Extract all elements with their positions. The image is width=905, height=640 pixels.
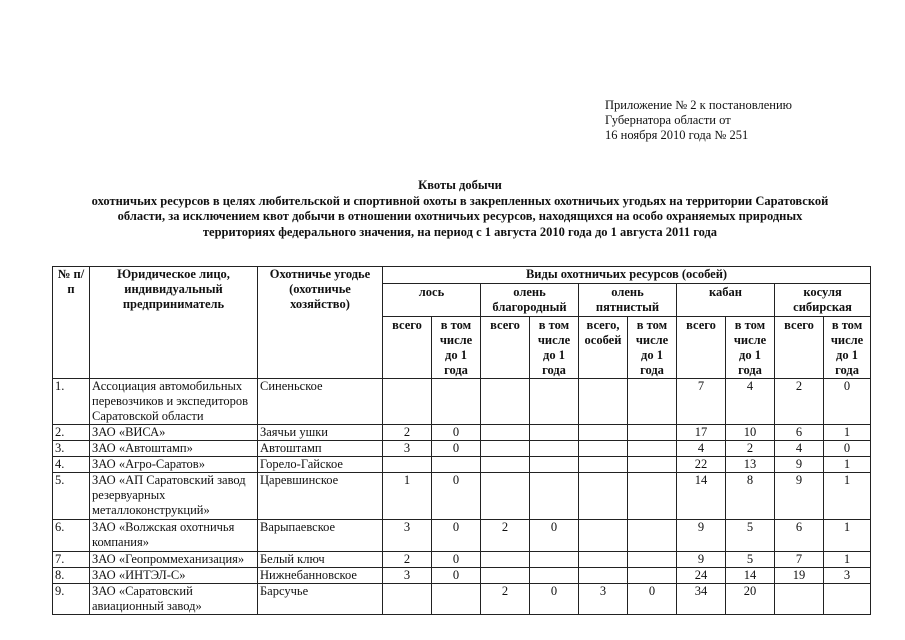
header-young: в том числе до 1 года	[726, 317, 775, 379]
row-index: 7.	[53, 552, 90, 568]
quota-table	[52, 266, 871, 615]
quota-value: 9	[677, 552, 726, 568]
quota-value: 2	[481, 520, 530, 552]
header-total: всего	[775, 317, 824, 379]
header-total: всего	[383, 317, 432, 379]
quota-value	[775, 584, 824, 615]
row-organization: ЗАО «Автоштамп»	[90, 441, 258, 457]
quota-value	[481, 473, 530, 520]
table-row	[53, 379, 871, 425]
quota-value	[481, 457, 530, 473]
row-hunting-area: Барсучье	[258, 584, 383, 615]
appendix-line: Губернатора области от	[605, 113, 731, 127]
quota-value	[824, 584, 871, 615]
header-organization: Юридическое лицо, индивидуальный предприниматель	[90, 267, 258, 379]
quota-value: 2	[481, 584, 530, 615]
quota-value	[628, 425, 677, 441]
quota-value: 0	[530, 584, 579, 615]
quota-value	[628, 379, 677, 425]
table-row	[53, 552, 871, 568]
quota-value	[481, 568, 530, 584]
quota-value	[628, 473, 677, 520]
quota-value	[579, 520, 628, 552]
row-hunting-area: Нижнебанновское	[258, 568, 383, 584]
quota-value: 0	[432, 520, 481, 552]
row-organization: ЗАО «АП Саратовский завод резервуарных металлоконструкций»	[90, 473, 258, 520]
quota-value: 1	[383, 473, 432, 520]
quota-value: 9	[775, 473, 824, 520]
header-species: косуля сибирская	[775, 284, 871, 317]
quota-value	[579, 568, 628, 584]
quota-value	[481, 441, 530, 457]
quota-value: 4	[775, 441, 824, 457]
quota-value: 14	[677, 473, 726, 520]
quota-value: 14	[726, 568, 775, 584]
row-index: 6.	[53, 520, 90, 552]
row-organization: ЗАО «ИНТЭЛ-С»	[90, 568, 258, 584]
quota-value	[530, 379, 579, 425]
table-row	[53, 568, 871, 584]
quota-value: 6	[775, 520, 824, 552]
quota-value: 22	[677, 457, 726, 473]
quota-value	[628, 552, 677, 568]
row-index: 9.	[53, 584, 90, 615]
quota-value: 10	[726, 425, 775, 441]
header-species: олень пятнистый	[579, 284, 677, 317]
quota-value	[579, 473, 628, 520]
quota-value: 4	[677, 441, 726, 457]
row-index: 1.	[53, 379, 90, 425]
quota-value: 0	[432, 441, 481, 457]
appendix-note	[605, 98, 792, 143]
quota-value: 8	[726, 473, 775, 520]
quota-value	[579, 379, 628, 425]
quota-value	[530, 457, 579, 473]
quota-value	[432, 457, 481, 473]
quota-value	[530, 441, 579, 457]
quota-value	[530, 473, 579, 520]
header-young: в том числе до 1 года	[432, 317, 481, 379]
row-hunting-area: Горело-Гайское	[258, 457, 383, 473]
title-line: Квоты добычи	[418, 178, 502, 192]
table-row	[53, 520, 871, 552]
quota-value: 3	[383, 520, 432, 552]
quota-value: 7	[775, 552, 824, 568]
quota-value: 5	[726, 520, 775, 552]
row-index: 8.	[53, 568, 90, 584]
row-hunting-area: Автоштамп	[258, 441, 383, 457]
quota-value	[432, 379, 481, 425]
row-hunting-area: Варыпаевское	[258, 520, 383, 552]
quota-value: 0	[824, 441, 871, 457]
quota-value: 3	[383, 568, 432, 584]
header-species: лось	[383, 284, 481, 317]
header-total: всего	[481, 317, 530, 379]
table-row	[53, 457, 871, 473]
row-hunting-area: Синеньское	[258, 379, 383, 425]
row-organization: ЗАО «Геопроммеханизация»	[90, 552, 258, 568]
quota-value	[579, 425, 628, 441]
header-species: олень благородный	[481, 284, 579, 317]
quota-value: 0	[432, 568, 481, 584]
row-organization: ЗАО «Волжская охотничья компания»	[90, 520, 258, 552]
quota-value	[530, 552, 579, 568]
header-young: в том числе до 1 года	[530, 317, 579, 379]
table-row	[53, 425, 871, 441]
quota-value: 0	[824, 379, 871, 425]
header-resources: Виды охотничьих ресурсов (особей)	[383, 267, 871, 284]
quota-value: 3	[824, 568, 871, 584]
table-row	[53, 473, 871, 520]
header-index: № п/п	[53, 267, 90, 379]
quota-value: 13	[726, 457, 775, 473]
row-hunting-area: Заячьи ушки	[258, 425, 383, 441]
quota-value	[481, 552, 530, 568]
quota-value: 20	[726, 584, 775, 615]
quota-value: 1	[824, 457, 871, 473]
quota-value: 0	[432, 425, 481, 441]
quota-value: 3	[579, 584, 628, 615]
quota-value: 3	[383, 441, 432, 457]
table-row	[53, 441, 871, 457]
title-line: территориях федерального значения, на период с 1 августа 2010 года до 1 августа 2011 года	[202, 224, 718, 239]
quota-value	[628, 568, 677, 584]
quota-value: 2	[726, 441, 775, 457]
quota-value	[481, 379, 530, 425]
quota-value	[579, 457, 628, 473]
quota-value: 24	[677, 568, 726, 584]
quota-value: 6	[775, 425, 824, 441]
row-index: 2.	[53, 425, 90, 441]
quota-value	[383, 379, 432, 425]
row-hunting-area: Царевшинское	[258, 473, 383, 520]
quota-value	[530, 568, 579, 584]
quota-value: 1	[824, 473, 871, 520]
quota-value: 0	[432, 473, 481, 520]
header-young: в том числе до 1 года	[628, 317, 677, 379]
row-organization: Ассоциация автомобильных перевозчиков и экспедиторов Саратовской области	[90, 379, 258, 425]
header-young: в том числе до 1 года	[824, 317, 871, 379]
title-line: охотничьих ресурсов в целях любительской и спортивной охоты в закрепленных охотничьих угодьях на территории Саратовской	[91, 193, 829, 208]
quota-value: 0	[628, 584, 677, 615]
quota-value: 34	[677, 584, 726, 615]
quota-value: 0	[530, 520, 579, 552]
quota-value: 5	[726, 552, 775, 568]
quota-value: 9	[775, 457, 824, 473]
quota-value: 1	[824, 425, 871, 441]
quota-value	[579, 552, 628, 568]
header-species: кабан	[677, 284, 775, 317]
row-organization: ЗАО «ВИСА»	[90, 425, 258, 441]
quota-value	[530, 425, 579, 441]
quota-value	[481, 425, 530, 441]
header-hunting-area: Охотничье угодье (охотничье хозяйство)	[258, 267, 383, 379]
header-total: всего	[677, 317, 726, 379]
quota-value	[628, 520, 677, 552]
row-organization: ЗАО «Саратовский авиационный завод»	[90, 584, 258, 615]
quota-value: 1	[824, 520, 871, 552]
quota-value: 1	[824, 552, 871, 568]
row-hunting-area: Белый ключ	[258, 552, 383, 568]
quota-value	[432, 584, 481, 615]
row-index: 3.	[53, 441, 90, 457]
document-title	[40, 178, 880, 240]
quota-value: 7	[677, 379, 726, 425]
quota-value: 17	[677, 425, 726, 441]
quota-value: 19	[775, 568, 824, 584]
row-organization: ЗАО «Агро-Саратов»	[90, 457, 258, 473]
row-index: 4.	[53, 457, 90, 473]
quota-value: 9	[677, 520, 726, 552]
quota-value: 2	[775, 379, 824, 425]
quota-value: 2	[383, 425, 432, 441]
quota-value: 4	[726, 379, 775, 425]
quota-value	[383, 584, 432, 615]
quota-value	[628, 457, 677, 473]
quota-value	[383, 457, 432, 473]
quota-value	[628, 441, 677, 457]
quota-value: 0	[432, 552, 481, 568]
quota-value: 2	[383, 552, 432, 568]
header-total: всего, особей	[579, 317, 628, 379]
appendix-line: 16 ноября 2010 года № 251	[605, 128, 749, 142]
appendix-line: Приложение № 2 к постановлению	[605, 98, 792, 112]
title-line: области, за исключением квот добычи в отношении охотничьих ресурсов, находящихся на особо охраняемых природных	[117, 209, 803, 223]
table-row	[53, 584, 871, 615]
row-index: 5.	[53, 473, 90, 520]
quota-value	[579, 441, 628, 457]
